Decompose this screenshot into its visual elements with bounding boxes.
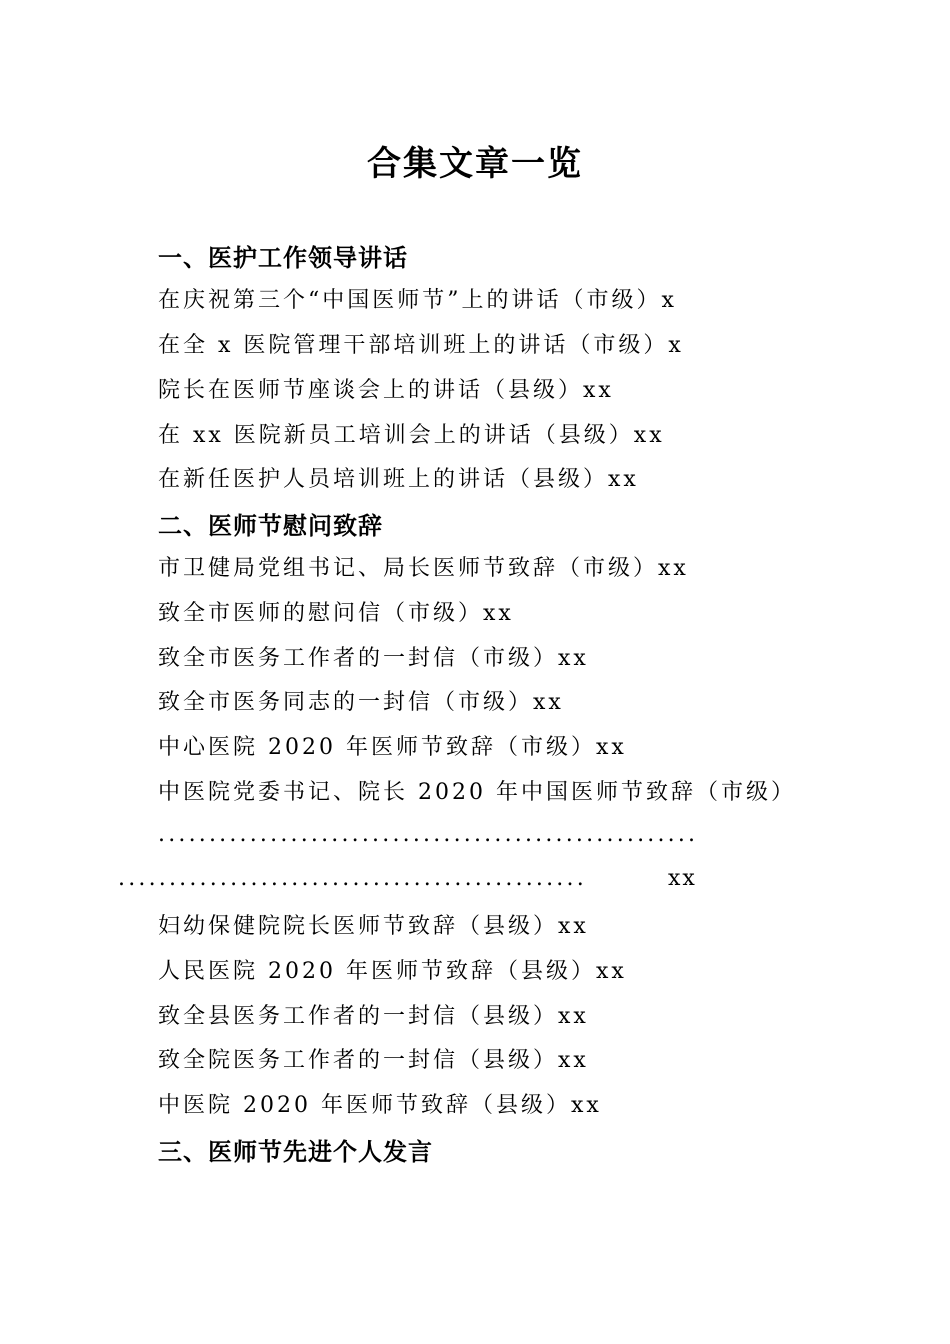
toc-entry: 中医院党委书记、院长 2020 年中国医师节致辞（市级） (158, 780, 796, 805)
toc-entry: 在庆祝第三个“中国医师节”上的讲话（市级）x (158, 288, 677, 313)
page-reference: xx (668, 866, 697, 891)
dot-leader: ..................................................... (158, 822, 699, 847)
page-title: 合集文章一览 (367, 144, 583, 184)
toc-entry: 妇幼保健院院长医师节致辞（县级）xx (158, 914, 589, 939)
toc-entry: 在 xx 医院新员工培训会上的讲话（县级）xx (158, 423, 665, 448)
toc-entry: 致全市医师的慰问信（市级）xx (158, 601, 514, 626)
section-heading-1: 一、医护工作领导讲话 (158, 244, 408, 272)
toc-entry: 中心医院 2020 年医师节致辞（市级）xx (158, 735, 627, 760)
toc-entry: 在全 x 医院管理干部培训班上的讲话（市级）x (158, 333, 684, 358)
toc-entry: 致全县医务工作者的一封信（县级）xx (158, 1004, 589, 1029)
toc-entry: 中医院 2020 年医师节致辞（县级）xx (158, 1093, 602, 1118)
toc-entry: 院长在医师节座谈会上的讲话（县级）xx (158, 378, 614, 403)
toc-entry: 市卫健局党组书记、局长医师节致辞（市级）xx (158, 556, 689, 581)
toc-entry: 人民医院 2020 年医师节致辞（县级）xx (158, 959, 627, 984)
toc-entry: 在新任医护人员培训班上的讲话（县级）xx (158, 467, 639, 492)
toc-entry: 致全市医务工作者的一封信（市级）xx (158, 646, 589, 671)
toc-entry: 致全院医务工作者的一封信（县级）xx (158, 1048, 589, 1073)
section-heading-3: 三、医师节先进个人发言 (158, 1138, 433, 1166)
section-heading-2: 二、医师节慰问致辞 (158, 512, 383, 540)
dot-leader: .............................................. (118, 866, 587, 891)
toc-entry: 致全市医务同志的一封信（市级）xx (158, 690, 564, 715)
